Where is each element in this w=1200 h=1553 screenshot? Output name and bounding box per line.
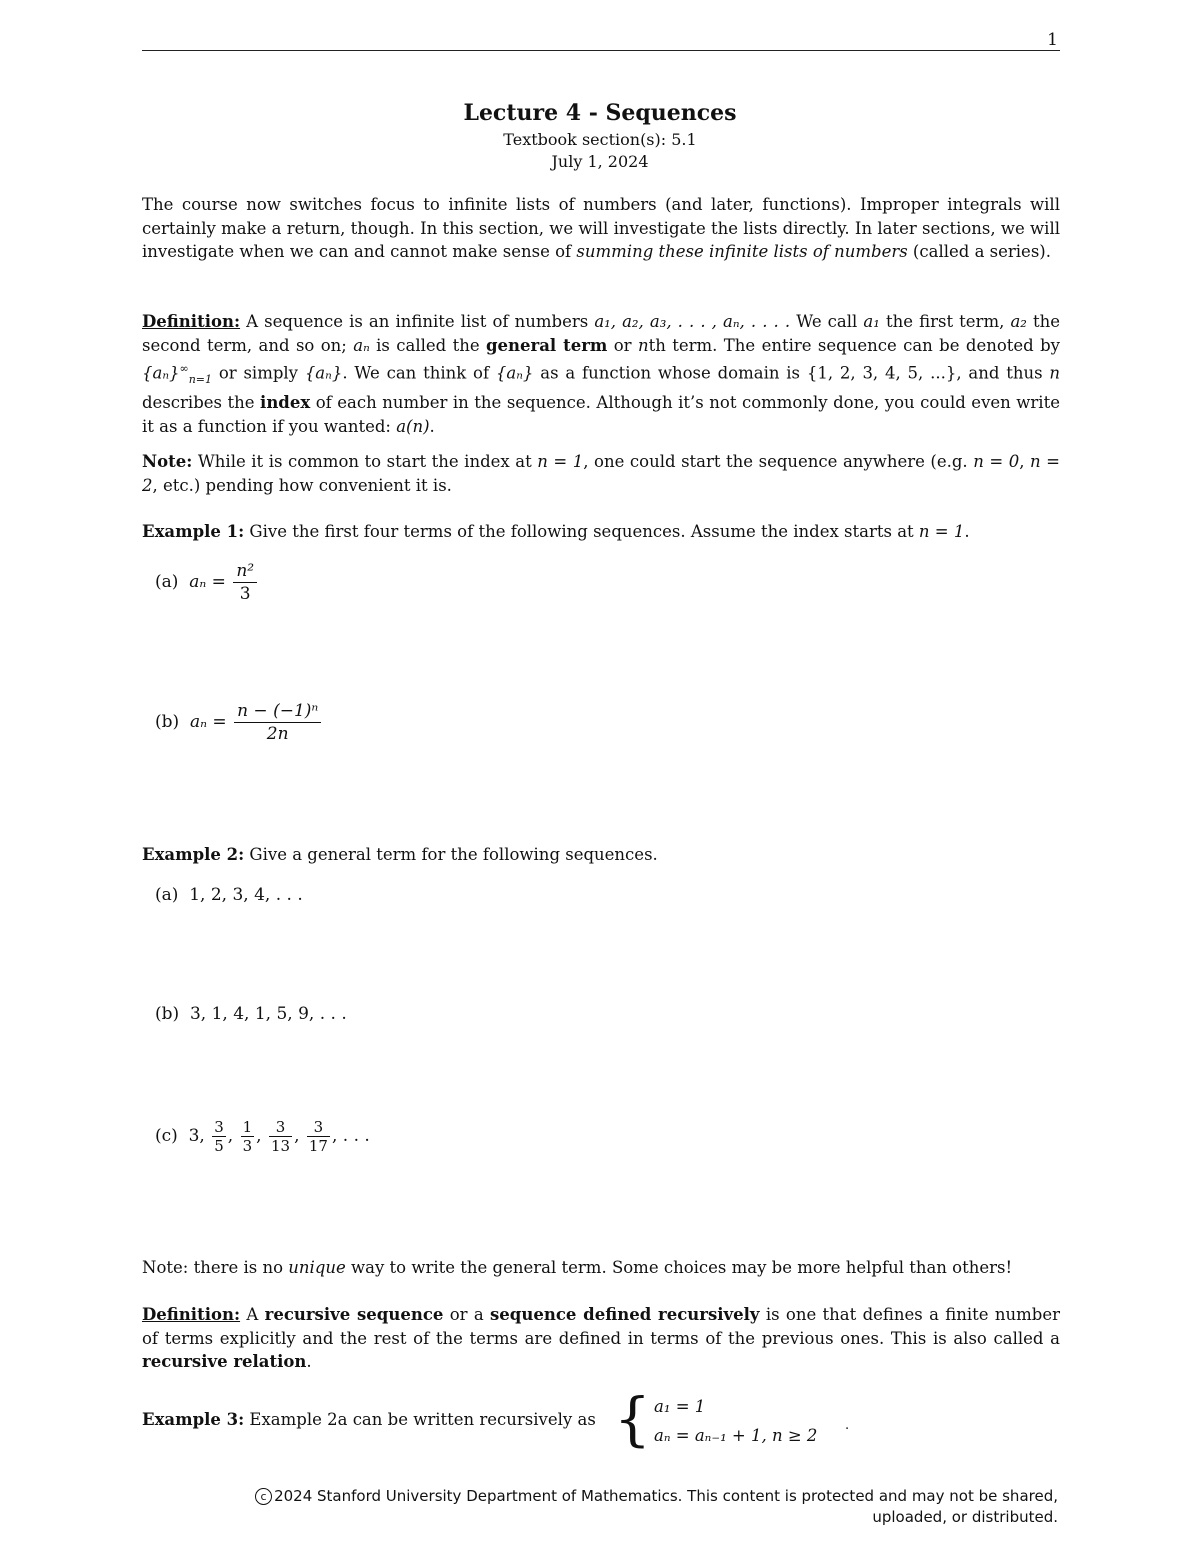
example-2a: [155, 885, 303, 905]
def1-text: We call: [790, 312, 864, 331]
page-number: 1: [1047, 30, 1058, 50]
example-text: Give a general term for the following sequences.: [244, 845, 658, 864]
def1-math: {aₙ}: [142, 363, 180, 383]
def1-text: the second term, and so on;: [142, 312, 1061, 355]
intro-text-end: (called a series).: [907, 242, 1051, 261]
note-math: n = 2: [142, 452, 1060, 495]
fraction-numerator: 1: [242, 1118, 253, 1136]
intro-emphasis: summing these infinite lists of numbers: [576, 242, 908, 261]
def1-term-list: a₁, a₂, a₃, . . . , aₙ, . . . .: [594, 312, 791, 331]
def2-text: A: [240, 1305, 265, 1324]
def1-text: is called the: [369, 335, 487, 355]
def1-text: the first term,: [879, 312, 1011, 331]
recursive-sequence-bold: recursive sequence: [264, 1305, 444, 1324]
def1-math: n: [1049, 363, 1061, 383]
example-2-prompt: [142, 843, 1060, 867]
example-2c: (c) 3, $\frac{3}{5}$ , $\frac{1}{3}$ , $\frac{3}{13}$ , $\frac{3}{17}$ , . . .: [155, 1118, 370, 1155]
def2-text: is one that defines a finite number of terms explicitly and the rest of the terms are defined in terms of the previous ones. This is also called a: [142, 1305, 1060, 1348]
footer-line-2: uploaded, or distributed.: [872, 1508, 1058, 1526]
def1-text: , and thus: [956, 363, 1050, 383]
textbook-sections: Textbook section(s): 5.1: [503, 130, 697, 149]
definition-label: Definition:: [142, 1305, 241, 1324]
lecture-title: Lecture 4 - Sequences: [463, 100, 737, 126]
fraction-numerator: n − (−1)ⁿ: [234, 700, 321, 723]
note-text: ,: [1019, 452, 1031, 471]
example-text: Give the first four terms of the following sequences. Assume the index starts at: [244, 522, 919, 541]
recursion-step: aₙ = aₙ₋₁ + 1, n ≥ 2: [654, 1426, 818, 1445]
recursion-brace: {: [614, 1385, 651, 1453]
formula-fraction: [234, 700, 321, 745]
note-text: Note: there is no: [142, 1258, 289, 1277]
sequence-terms: 1, 2, 3, 4, . . .: [189, 885, 303, 905]
general-term-bold: general term: [486, 335, 608, 355]
item-label: (c): [155, 1126, 178, 1146]
copyright-footer: [205, 1486, 1058, 1528]
def1-math: a₁: [863, 312, 880, 331]
fraction-numerator: 3: [269, 1118, 292, 1137]
def1-text: as a function whose domain is: [533, 363, 807, 383]
note-math: n = 1: [537, 452, 584, 471]
fraction-denominator: 13: [270, 1137, 291, 1155]
example-1a: [155, 560, 259, 605]
formula-lhs: aₙ =: [189, 712, 227, 732]
def1-text: of each number in the sequence. Although it’s not commonly done, you could even write it as a function if you wanted:: [142, 393, 1060, 436]
example-3-prompt: [142, 1410, 596, 1429]
def1-sup: ∞: [179, 362, 189, 375]
def1-text: .: [429, 416, 435, 436]
recursion-base-case: a₁ = 1: [654, 1397, 706, 1416]
note-text: , etc.) pending how convenient it is.: [152, 475, 452, 495]
note-math: n = 0: [973, 452, 1020, 471]
def1-math: aₙ: [353, 335, 370, 355]
fraction-denominator: 2n: [266, 724, 289, 744]
item-label: (b): [155, 712, 180, 732]
example-label: Example 3:: [142, 1410, 245, 1429]
intro-paragraph: [142, 193, 1060, 264]
def1-domain: {1, 2, 3, 4, 5, ...}: [806, 363, 957, 383]
definition-sequence: [142, 310, 1060, 438]
sequence-fraction: [212, 1118, 226, 1155]
def1-math: a₂: [1010, 312, 1027, 331]
def1-text: . We can think of: [342, 363, 496, 383]
index-bold: index: [260, 393, 311, 413]
sequence-first-term: 3,: [188, 1126, 205, 1146]
sequence-terms: 3, 1, 4, 1, 5, 9, . . .: [189, 1004, 347, 1024]
def2-text: or a: [443, 1305, 490, 1324]
example-text: Example 2a can be written recursively as: [244, 1410, 596, 1429]
item-label: (a): [155, 885, 179, 905]
def1-text: or simply: [212, 363, 305, 383]
header-rule: [142, 50, 1060, 51]
note-text: While it is common to start the index at: [192, 452, 538, 471]
note-unique: [142, 1256, 1060, 1280]
note-index-start: [142, 450, 1060, 497]
example-math: n = 1: [918, 522, 965, 541]
fraction-numerator: 3: [307, 1118, 330, 1137]
footer-text: 2024 Stanford University Department of Mathematics. This content is protected and may not be shared,: [274, 1487, 1058, 1505]
fraction-numerator: n²: [233, 560, 257, 583]
note-text: , one could start the sequence anywhere (e.g.: [583, 452, 974, 471]
def1-math: {aₙ}: [495, 363, 534, 383]
def1-text: describes the: [142, 393, 261, 413]
item-label: (b): [155, 1004, 180, 1024]
example-text: .: [964, 522, 970, 541]
note-text: way to write the general term. Some choices may be more helpful than others!: [345, 1258, 1013, 1277]
def1-text: or: [607, 335, 638, 355]
def2-text: .: [306, 1352, 312, 1371]
lecture-date: July 1, 2024: [551, 152, 649, 171]
example-2b: [155, 1004, 347, 1024]
footer-line-1: [205, 1486, 1058, 1507]
sequence-fraction: [307, 1118, 330, 1155]
sequence-fraction: [269, 1118, 292, 1155]
sequence-ellipsis: . . .: [342, 1126, 370, 1146]
fraction-denominator: 5: [214, 1137, 224, 1155]
def1-sub: n=1: [188, 372, 213, 386]
note-emphasis: unique: [288, 1258, 346, 1277]
sequence-fraction: [241, 1118, 255, 1155]
def1-text: th term. The entire sequence can be denoted by: [648, 335, 1060, 355]
def1-text: A sequence is an infinite list of numbers: [240, 312, 595, 331]
definition-recursive: [142, 1303, 1060, 1374]
intro-text: The course now switches focus to infinite lists of numbers (and later, functions). Improper integrals will certainly make a return, though. In this section, we will investigate the lists directly. In later sections, we will investigate when we can and cannot make sense of: [142, 195, 1060, 261]
example-1b: [155, 700, 323, 745]
fraction-denominator: 17: [308, 1137, 328, 1155]
def1-math: n: [637, 335, 649, 355]
formula-lhs: aₙ =: [189, 572, 226, 592]
fraction-numerator: 3: [214, 1118, 224, 1136]
formula-fraction: [233, 560, 257, 605]
recursion-trailing-dot: .: [845, 1418, 850, 1433]
copyright-icon: c: [255, 1488, 272, 1505]
fraction-denominator: 3: [242, 1137, 253, 1155]
example-label: Example 2:: [142, 845, 245, 864]
fraction-denominator: 3: [239, 584, 251, 604]
example-1-prompt: [142, 520, 1060, 544]
def1-math: a(n): [396, 416, 430, 436]
definition-label: Definition:: [142, 312, 241, 331]
defined-recursively-bold: sequence defined recursively: [490, 1305, 760, 1324]
example-label: Example 1:: [142, 522, 245, 541]
note-label: Note:: [142, 452, 193, 471]
recursive-relation-bold: recursive relation: [142, 1352, 307, 1371]
item-label: (a): [155, 572, 179, 592]
def1-math: {aₙ}: [304, 363, 343, 383]
